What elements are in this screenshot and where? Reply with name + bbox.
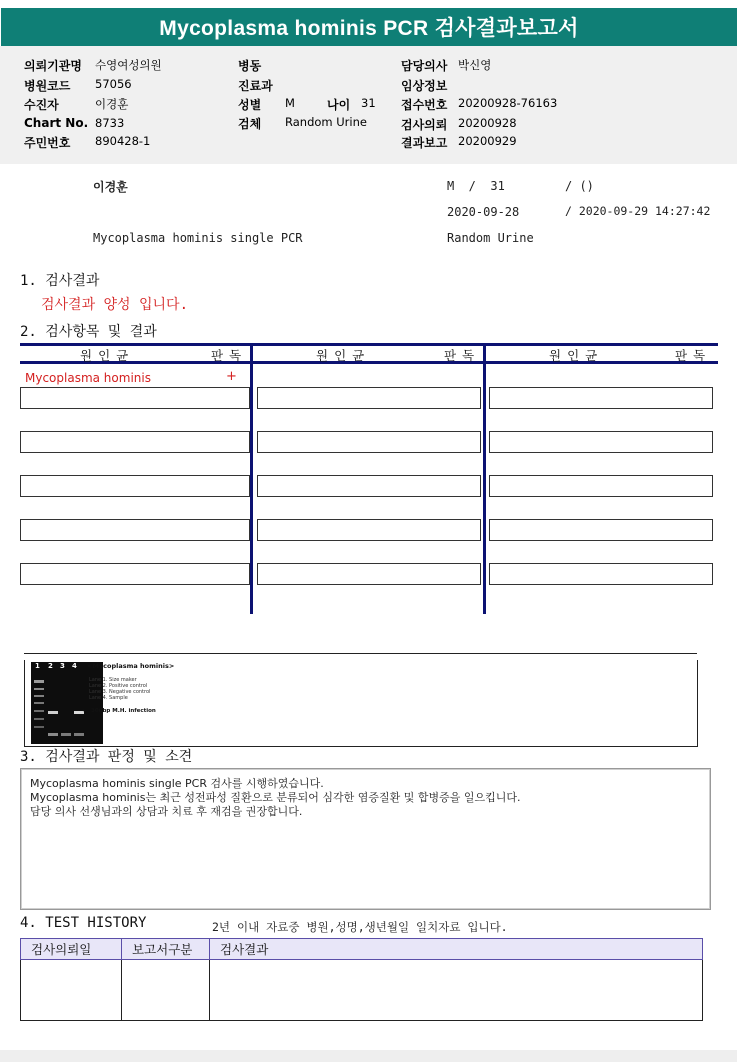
rrn-value: 890428-1	[95, 134, 151, 148]
history-cell	[210, 960, 703, 1021]
receipt-value: 20200928-76163	[458, 96, 558, 110]
history-table	[20, 938, 703, 1021]
gel-lane-1: 1	[35, 662, 40, 670]
dept-label: 진료과	[238, 79, 273, 93]
result-cell	[257, 387, 481, 409]
section4-title: 4. TEST HISTORY	[20, 915, 147, 931]
result-cell	[489, 387, 713, 409]
receipt-label: 접수번호	[401, 98, 448, 112]
patient-value: 이경훈	[95, 97, 129, 111]
ward-label: 병동	[238, 59, 262, 73]
age-label: 나이	[327, 98, 351, 112]
report-title: Mycoplasma hominis PCR 검사결과보고서	[1, 8, 737, 46]
gel-electrophoresis-image	[31, 662, 103, 744]
summary-specimen: Random Urine	[447, 231, 534, 245]
gel-band-arrow-icon: ←	[82, 707, 88, 714]
history-col-result-label: 검사결과	[220, 942, 269, 957]
request-label: 검사의뢰	[401, 118, 448, 132]
specimen-value: Random Urine	[285, 115, 367, 129]
gel-legend-3: Lane 3. Negative control	[89, 689, 151, 695]
opinion-line: Mycoplasma hominis single PCR 검사를 시행하였습니다.	[30, 777, 324, 790]
history-col-report-type: 보고서구분	[122, 939, 210, 960]
opinion-line: Mycoplasma hominis는 최근 성전파성 질환으로 분류되어 심각한 염증질환 및 합병증을 일으킵니다.	[30, 791, 521, 804]
grid-divider-1	[250, 343, 253, 614]
doctor-value: 박신영	[458, 58, 492, 72]
result-cell	[20, 431, 250, 453]
sex-label: 성별	[238, 98, 262, 112]
col-judgement-header: 판독	[444, 348, 481, 363]
result-cell	[257, 475, 481, 497]
gel-lane-3: 3	[60, 662, 65, 670]
sex-value: M	[285, 96, 295, 110]
gel-legend-2: Lane 2. Positive control	[89, 683, 148, 689]
col-judgement-header: 판독	[675, 348, 712, 363]
result-cell	[257, 563, 481, 585]
gel-top-rule	[24, 653, 697, 654]
section2-title: 2. 검사항목 및 결과	[20, 324, 157, 340]
result-positive-text: 검사결과 양성 입니다.	[41, 297, 189, 313]
request-value: 20200928	[458, 116, 517, 130]
gel-legend-1: Lane 1. Size maker	[89, 677, 137, 683]
age-value: 31	[361, 96, 376, 110]
history-header-row	[21, 939, 703, 960]
result-cell	[20, 475, 250, 497]
opinion-line: 담당 의사 선생님과의 상담과 치료 후 재검을 권장합니다.	[30, 805, 303, 818]
rrn-label: 주민번호	[24, 136, 71, 150]
col-judgement-header: 판독	[211, 348, 248, 363]
history-cell	[21, 960, 122, 1021]
patient-info-panel	[0, 46, 737, 164]
gel-legend-4: Lane 4. Sample	[89, 695, 128, 701]
summary-datetime: / 2020-09-29 14:27:42	[565, 204, 711, 218]
clinical-label: 임상정보	[401, 79, 448, 93]
result-cell	[489, 475, 713, 497]
col-organism-header: 원인균	[316, 348, 371, 363]
report-date-value: 20200929	[458, 134, 517, 148]
gel-image-frame	[24, 660, 698, 747]
chart-label: Chart No.	[24, 116, 89, 130]
summary-extra: / ()	[565, 179, 594, 193]
grid-divider-2	[483, 343, 486, 614]
footer-band	[0, 1050, 737, 1062]
chart-value: 8733	[95, 116, 125, 130]
specimen-label: 검체	[238, 117, 262, 131]
gel-title: <Mycoplasma hominis>	[87, 662, 175, 670]
summary-test: Mycoplasma hominis single PCR	[93, 231, 303, 245]
code-label: 병원코드	[24, 79, 71, 93]
hospital-label: 의뢰기관명	[24, 59, 82, 73]
gel-band-label: 300bp M.H. infection	[91, 708, 156, 714]
report-date-label: 결과보고	[401, 136, 448, 150]
history-col-result	[210, 939, 703, 960]
opinion-box	[20, 768, 711, 910]
doctor-label: 담당의사	[401, 59, 448, 73]
summary-date: 2020-09-28	[447, 205, 520, 219]
hospital-value: 수영여성의원	[95, 58, 162, 72]
result-cell	[257, 519, 481, 541]
result-cell	[20, 387, 250, 409]
gel-lane-2: 2	[48, 662, 53, 670]
col-organism-header: 원인균	[549, 348, 604, 363]
result-cell	[489, 519, 713, 541]
result-cell	[257, 431, 481, 453]
organism-name: Mycoplasma hominis	[25, 371, 151, 385]
patient-label: 수진자	[24, 98, 59, 112]
result-cell	[20, 519, 250, 541]
history-empty-row	[21, 960, 703, 1021]
result-cell	[489, 431, 713, 453]
history-note: 2년 이내 자료중 병원,성명,생년월일 일치자료 입니다.	[212, 920, 508, 934]
summary-name: 이경훈	[93, 180, 128, 194]
col-organism-header: 원인균	[80, 348, 135, 363]
judgement-value: +	[226, 369, 237, 384]
code-value: 57056	[95, 77, 132, 91]
gel-lane-4: 4	[72, 662, 77, 670]
result-cell	[489, 563, 713, 585]
history-cell	[122, 960, 210, 1021]
section1-title: 1. 검사결과	[20, 273, 100, 289]
history-col-request-date: 검사의뢰일	[21, 939, 122, 960]
result-cell	[20, 563, 250, 585]
section3-title: 3. 검사결과 판정 및 소견	[20, 749, 193, 765]
summary-sex-age: M / 31	[447, 179, 505, 193]
